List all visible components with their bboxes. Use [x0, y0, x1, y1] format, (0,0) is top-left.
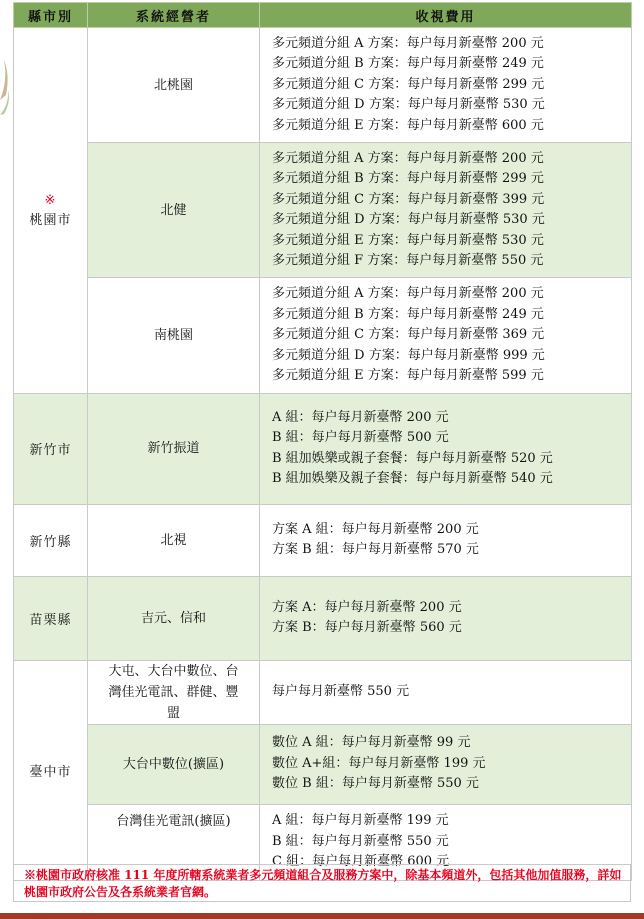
fee-line: 多元頻道分組 E 方案：每户每月新臺幣 599 元 [272, 368, 544, 384]
fee-line: 方案 B 組：每户每月新臺幣 570 元 [272, 542, 479, 557]
table-header-row [14, 3, 632, 28]
operator-cell [88, 724, 260, 804]
fee-line: 多元頻道分組 C 方案：每户每月新臺幣 299 元 [272, 76, 545, 92]
fee-line: 多元頻道分組 B 方案：每户每月新臺幣 249 元 [272, 56, 544, 72]
table-row [14, 576, 632, 660]
fee-line: 多元頻道分組 E 方案：每户每月新臺幣 600 元 [272, 117, 544, 133]
fee-line: 每户每月新臺幣 550 元 [272, 683, 410, 699]
operator-label: 盟 [166, 705, 180, 721]
operator-cell [88, 28, 260, 143]
fee-line: 數位 A 組：每户每月新臺幣 99 元 [272, 735, 471, 751]
fee-line: 多元頻道分組 C 方案：每户每月新臺幣 399 元 [272, 191, 545, 207]
operator-label: 大台中數位(擴區) [122, 756, 225, 772]
table-row [14, 724, 632, 804]
operator-cell [88, 143, 260, 278]
fees-cell [260, 143, 632, 278]
fee-line: 方案 A：每户每月新臺幣 200 元 [272, 599, 462, 615]
fees-cell [260, 28, 632, 143]
fee-line: 數位 B 組：每户每月新臺幣 550 元 [272, 776, 479, 792]
fees-cell [260, 278, 632, 393]
fees-cell [260, 393, 632, 504]
fee-line: B 組加娛樂及親子套餐：每户每月新臺幣 540 元 [272, 470, 553, 486]
table-row [14, 143, 632, 278]
operator-cell [88, 504, 260, 576]
header-fees: 收視費用 [260, 3, 632, 28]
operator-label: 北桃園 [153, 77, 193, 93]
operator-label: 大屯、大台中數位、台 [108, 663, 239, 679]
fee-line: C 組：每户每月新臺幣 600 元 [272, 854, 450, 870]
fee-line: 多元頻道分組 E 方案：每户每月新臺幣 530 元 [272, 232, 544, 248]
fee-line: 數位 A+組：每户每月新臺幣 199 元 [272, 755, 486, 771]
operator-cell [88, 576, 260, 660]
operator-label: 灣佳光電訊、群健、豐 [108, 684, 239, 700]
operator-cell [88, 393, 260, 504]
city-label: 臺中市 [29, 764, 72, 780]
fee-line: 方案 A 組：每户每月新臺幣 200 元 [272, 521, 479, 537]
fee-line: 多元頻道分組 F 方案：每户每月新臺幣 550 元 [272, 253, 544, 269]
fee-line: 多元頻道分組 D 方案：每户每月新臺幣 999 元 [272, 347, 545, 363]
table-row [14, 660, 632, 724]
city-label: 桃園市 [29, 212, 72, 228]
city-cell-taoyuan [14, 28, 88, 394]
fee-line: 多元頻道分組 C 方案：每户每月新臺幣 369 元 [272, 327, 545, 343]
city-cell-miaoli [14, 576, 88, 660]
fees-cell [260, 660, 632, 724]
city-cell-hsinchu-city [14, 393, 88, 504]
fee-line: A 組：每户每月新臺幣 199 元 [272, 813, 449, 829]
header-operator: 系統經營者 [88, 3, 260, 28]
city-cell-hsinchu-county [14, 504, 88, 576]
fee-line: 多元頻道分組 B 方案：每户每月新臺幣 299 元 [272, 171, 544, 187]
operator-label: 吉元、信和 [140, 610, 206, 626]
header-city: 縣市別 [14, 3, 88, 28]
fee-line: 多元頻道分組 D 方案：每户每月新臺幣 530 元 [272, 97, 545, 113]
operator-label: 北視 [160, 532, 187, 548]
table-row [14, 504, 632, 576]
fee-line: 多元頻道分組 A 方案：每户每月新臺幣 200 元 [272, 286, 544, 302]
fee-line: 多元頻道分組 A 方案：每户每月新臺幣 200 元 [272, 36, 544, 51]
fees-cell [260, 504, 632, 576]
footnote: ※桃園市政府核准 111 年度所轄系統業者多元頻道組合及服務方案中，除基本頻道外，包括其他加值服務，詳如桃園市政府公告及各系統業者官網。 [13, 864, 631, 902]
fee-line: B 組：每户每月新臺幣 500 元 [272, 430, 449, 446]
table-row [14, 28, 632, 143]
leaf-decoration-icon [0, 40, 12, 120]
operator-cell [88, 660, 260, 724]
fees-cell [260, 724, 632, 804]
operator-label: 新竹振道 [147, 441, 200, 456]
operator-label: 南桃園 [153, 327, 193, 343]
city-cell-taichung [14, 660, 88, 880]
operator-cell [88, 278, 260, 393]
city-label: 新竹縣 [29, 534, 72, 550]
fee-line: 多元頻道分組 D 方案：每户每月新臺幣 530 元 [272, 212, 545, 228]
fee-line: 多元頻道分組 A 方案：每户每月新臺幣 200 元 [272, 151, 544, 167]
table-row [14, 393, 632, 504]
fees-cell [260, 576, 632, 660]
footer-bar [0, 913, 644, 919]
operator-label: 台灣佳光電訊(擴區) [116, 813, 231, 829]
city-label: 新竹市 [29, 443, 72, 458]
fee-table [13, 2, 632, 881]
operator-label: 北健 [160, 202, 187, 218]
fee-line: A 組：每户每月新臺幣 200 元 [272, 409, 449, 425]
fee-line: B 組：每户每月新臺幣 550 元 [272, 833, 449, 849]
city-mark: ※ [44, 192, 57, 208]
fee-table-container [13, 2, 631, 881]
fee-line: B 組加娛樂或親子套餐：每户每月新臺幣 520 元 [272, 450, 553, 466]
fee-line: 方案 B：每户每月新臺幣 560 元 [272, 620, 462, 635]
city-label: 苗栗縣 [29, 612, 72, 628]
table-row [14, 278, 632, 393]
fee-line: 多元頻道分組 B 方案：每户每月新臺幣 249 元 [272, 306, 544, 322]
